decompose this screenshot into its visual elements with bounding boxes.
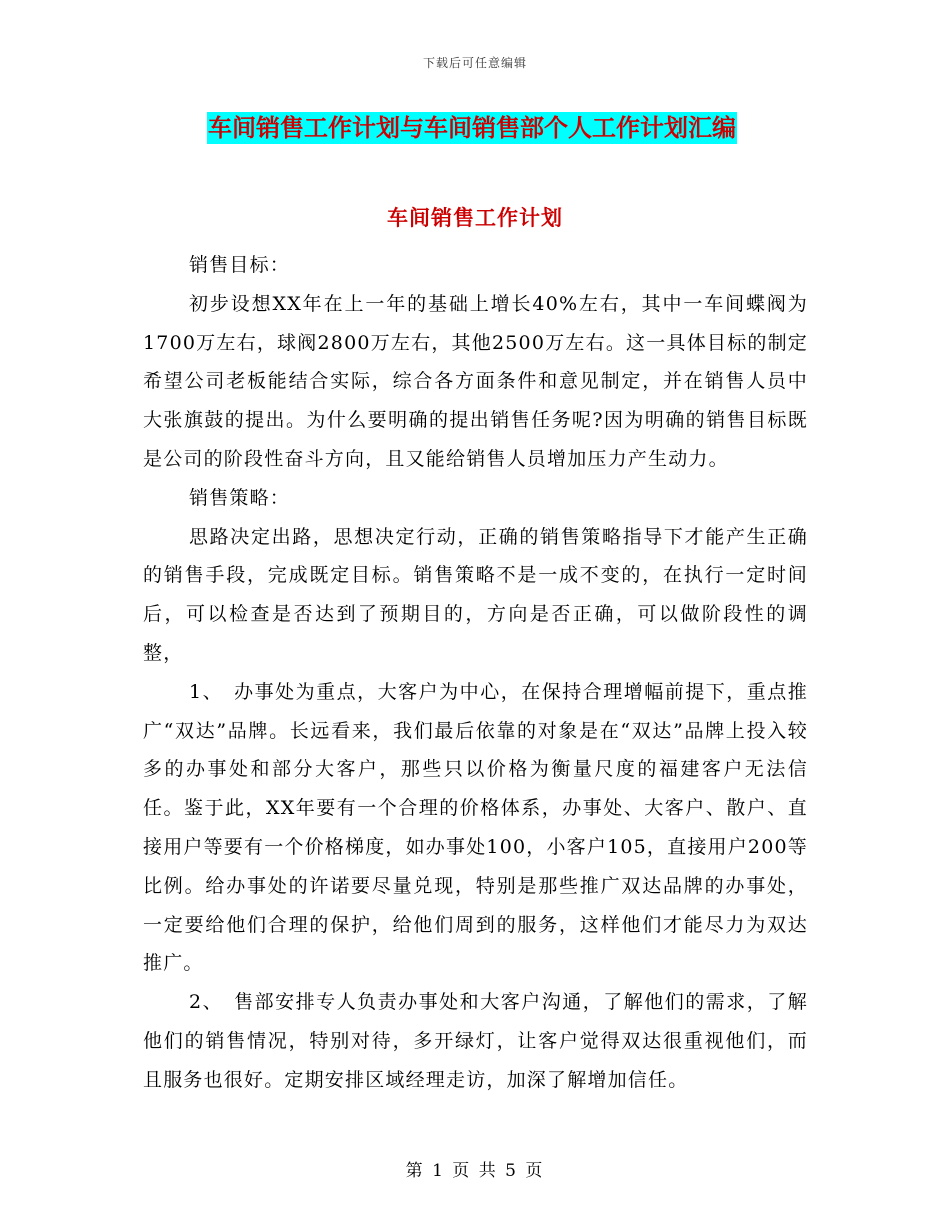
paragraph-sales-target-heading: 销售目标： [189,254,291,276]
document-title: 车间销售工作计划与车间销售部个人工作计划汇编 [208,113,736,142]
paragraph-sales-target: 初步设想XX年在上一年的基础上增长40%左右，其中一车间蝶阀为1700万左右，球阀2800万左右，其他2500万左右。这一具体目标的制定希望公司老板能结合实际，综合各方面条件和意见制定，并在销售人员中大张旗鼓的提出。为什么要明确的提出销售任务呢?因为明确的销售目标既是公司的阶段性奋斗方向，且又能给销售人员增加压力产生动力。 [143,292,808,470]
paragraph-sales-strategy: 思路决定出路，思想决定行动，正确的销售策略指导下才能产生正确的销售手段，完成既定目标。销售策略不是一成不变的，在执行一定时间后，可以检查是否达到了预期目的，方向是否正确，可以做阶段性的调整， [143,525,808,664]
page-number-label: 第 1 页 共 5 页 [405,1161,545,1181]
paragraph-item-1: 1、 办事处为重点，大客户为中心，在保持合理增幅前提下，重点推广“双达”品牌。长远看来，我们最后依靠的对象是在“双达”品牌上投入较多的办事处和部分大客户，那些只以价格为衡量尺度的福建客户无法信任。鉴于此，XX年要有一个合理的价格体系，办事处、大客户、散户、直接用户等要有一个价格梯度，如办事处100，小客户105，直接用户200等比例。给办事处的许诺要尽量兑现，特别是那些推广双达品牌的办事处，一定要给他们合理的保护，给他们周到的服务，这样他们才能尽力为双达推广。 [143,680,808,975]
paragraph-item-2: 2、 售部安排专人负责办事处和大客户沟通，了解他们的需求，了解他们的销售情况，特别对待，多开绿灯，让客户觉得双达很重视他们，而且服务也很好。定期安排区域经理走访，加深了解增加信任。 [143,991,808,1091]
header-note: 下载后可任意编辑 [422,56,527,70]
paragraph-sales-strategy-heading: 销售策略： [189,486,291,509]
document-body [143,246,808,1100]
section-title: 车间销售工作计划 [387,205,563,230]
page-footer [0,1156,950,1181]
